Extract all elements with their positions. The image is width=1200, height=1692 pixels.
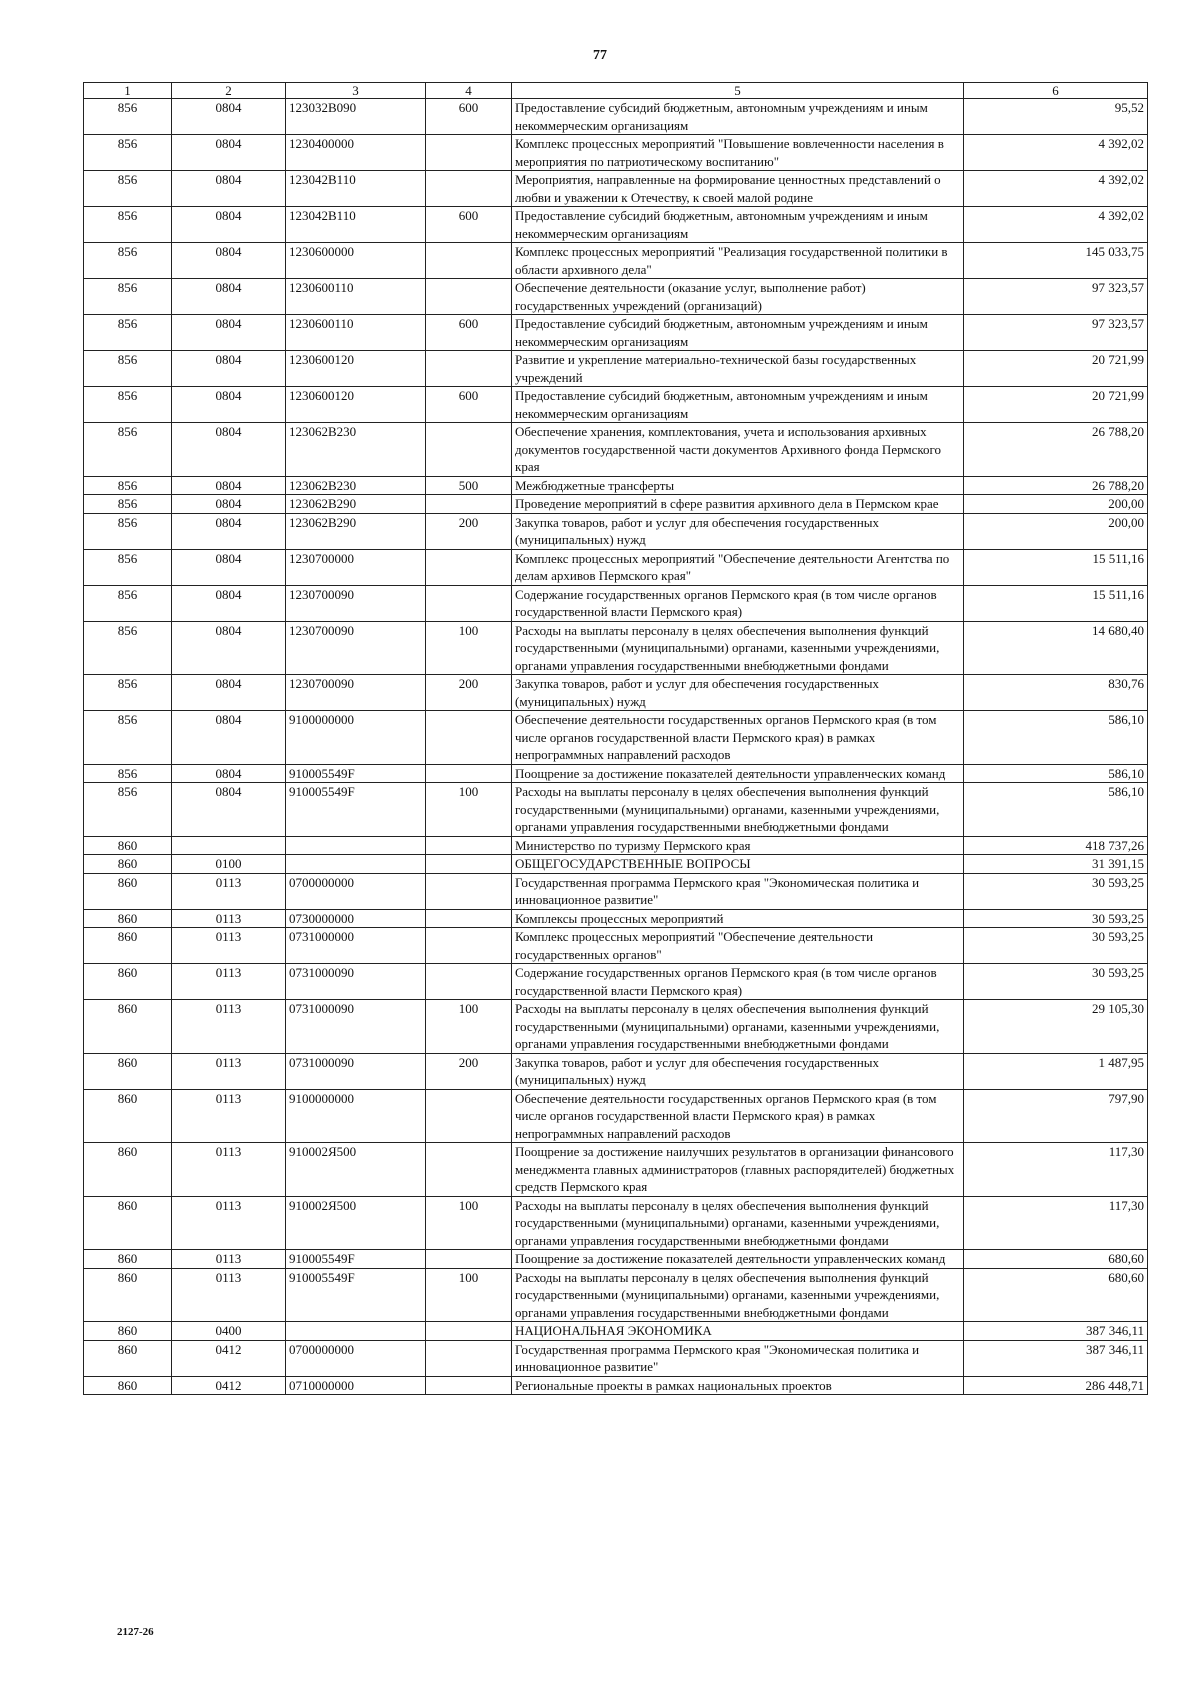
table-row: [84, 135, 1148, 171]
cell-admin-code: 856: [84, 675, 172, 711]
cell-expense-type-code: 200: [426, 1053, 512, 1089]
table-row: [84, 1322, 1148, 1341]
cell-expense-type-code: [426, 928, 512, 964]
cell-target-item-code: 123062В230: [286, 423, 426, 477]
cell-target-item-code: 1230600110: [286, 279, 426, 315]
cell-admin-code: 860: [84, 1340, 172, 1376]
table-row: [84, 476, 1148, 495]
cell-target-item-code: 1230600120: [286, 351, 426, 387]
cell-admin-code: 856: [84, 207, 172, 243]
cell-description: Комплекс процессных мероприятий "Повышение вовлеченности населения в мероприятия по патриотическому воспитанию": [512, 135, 964, 171]
cell-target-item-code: 123062В290: [286, 513, 426, 549]
table-row: [84, 1340, 1148, 1376]
cell-admin-code: 856: [84, 549, 172, 585]
cell-admin-code: 856: [84, 783, 172, 837]
cell-expense-type-code: [426, 964, 512, 1000]
cell-section-code: 0804: [172, 711, 286, 765]
cell-description: Обеспечение деятельности (оказание услуг, выполнение работ) государственных учреждений (организаций): [512, 279, 964, 315]
cell-section-code: 0113: [172, 1196, 286, 1250]
cell-description: Проведение мероприятий в сфере развития архивного дела в Пермском крае: [512, 495, 964, 514]
cell-section-code: 0100: [172, 855, 286, 874]
cell-description: Закупка товаров, работ и услуг для обеспечения государственных (муниципальных) нужд: [512, 675, 964, 711]
cell-admin-code: 860: [84, 836, 172, 855]
cell-expense-type-code: 200: [426, 675, 512, 711]
cell-target-item-code: 910002Я500: [286, 1196, 426, 1250]
table-header-row: [84, 83, 1148, 99]
cell-target-item-code: 1230700000: [286, 549, 426, 585]
cell-expense-type-code: [426, 171, 512, 207]
cell-target-item-code: 0731000090: [286, 1053, 426, 1089]
cell-section-code: 0400: [172, 1322, 286, 1341]
cell-target-item-code: 123062В230: [286, 476, 426, 495]
cell-target-item-code: 9100000000: [286, 1089, 426, 1143]
cell-description: Поощрение за достижение наилучших результатов в организации финансового менеджмента главных администраторов (главных распорядителей) бюджетных средств Пермского края: [512, 1143, 964, 1197]
table-row: [84, 1000, 1148, 1054]
cell-description: Комплексы процессных мероприятий: [512, 909, 964, 928]
table-row: [84, 99, 1148, 135]
cell-target-item-code: 1230700090: [286, 585, 426, 621]
cell-section-code: 0412: [172, 1340, 286, 1376]
table-row: [84, 1089, 1148, 1143]
cell-admin-code: 860: [84, 1322, 172, 1341]
cell-amount: 15 511,16: [964, 585, 1148, 621]
cell-description: Предоставление субсидий бюджетным, автономным учреждениям и иным некоммерческим организациям: [512, 315, 964, 351]
cell-section-code: 0113: [172, 909, 286, 928]
cell-admin-code: 856: [84, 495, 172, 514]
cell-target-item-code: 910002Я500: [286, 1143, 426, 1197]
cell-section-code: [172, 836, 286, 855]
cell-section-code: 0804: [172, 207, 286, 243]
cell-expense-type-code: [426, 549, 512, 585]
cell-admin-code: 856: [84, 513, 172, 549]
cell-amount: 30 593,25: [964, 909, 1148, 928]
cell-section-code: 0804: [172, 783, 286, 837]
cell-target-item-code: 0710000000: [286, 1376, 426, 1395]
cell-expense-type-code: 200: [426, 513, 512, 549]
cell-target-item-code: 1230700090: [286, 675, 426, 711]
table-row: [84, 1250, 1148, 1269]
cell-admin-code: 856: [84, 171, 172, 207]
cell-target-item-code: [286, 1322, 426, 1341]
table-row: [84, 495, 1148, 514]
cell-section-code: 0113: [172, 1000, 286, 1054]
cell-amount: 14 680,40: [964, 621, 1148, 675]
cell-target-item-code: 123042В110: [286, 171, 426, 207]
cell-amount: 15 511,16: [964, 549, 1148, 585]
cell-amount: 286 448,71: [964, 1376, 1148, 1395]
cell-target-item-code: 0731000000: [286, 928, 426, 964]
cell-expense-type-code: [426, 873, 512, 909]
cell-expense-type-code: [426, 351, 512, 387]
cell-description: НАЦИОНАЛЬНАЯ ЭКОНОМИКА: [512, 1322, 964, 1341]
table-row: [84, 783, 1148, 837]
cell-admin-code: 856: [84, 764, 172, 783]
cell-description: Развитие и укрепление материально-технической базы государственных учреждений: [512, 351, 964, 387]
cell-amount: 200,00: [964, 495, 1148, 514]
table-row: [84, 315, 1148, 351]
cell-amount: 20 721,99: [964, 351, 1148, 387]
cell-admin-code: 860: [84, 1250, 172, 1269]
cell-section-code: 0804: [172, 387, 286, 423]
table-row: [84, 836, 1148, 855]
cell-description: Государственная программа Пермского края "Экономическая политика и инновационное развитие": [512, 1340, 964, 1376]
cell-expense-type-code: [426, 1340, 512, 1376]
cell-expense-type-code: [426, 135, 512, 171]
cell-section-code: 0113: [172, 964, 286, 1000]
table-row: [84, 351, 1148, 387]
cell-description: Комплекс процессных мероприятий "Обеспечение деятельности Агентства по делам архивов Пермского края": [512, 549, 964, 585]
cell-description: Комплекс процессных мероприятий "Реализация государственной политики в области архивного дела": [512, 243, 964, 279]
cell-section-code: 0804: [172, 99, 286, 135]
cell-section-code: 0113: [172, 1268, 286, 1322]
table-row: [84, 1268, 1148, 1322]
cell-target-item-code: 1230700090: [286, 621, 426, 675]
table-row: [84, 387, 1148, 423]
cell-target-item-code: [286, 836, 426, 855]
cell-description: Расходы на выплаты персоналу в целях обеспечения выполнения функций государственными (муниципальными) органами, казенными учреждениями, органами управления государственными внебюджетными фондами: [512, 1268, 964, 1322]
cell-target-item-code: 0730000000: [286, 909, 426, 928]
cell-description: Предоставление субсидий бюджетным, автономным учреждениям и иным некоммерческим организациям: [512, 99, 964, 135]
cell-amount: 26 788,20: [964, 423, 1148, 477]
cell-amount: 97 323,57: [964, 279, 1148, 315]
table-row: [84, 928, 1148, 964]
cell-description: Предоставление субсидий бюджетным, автономным учреждениям и иным некоммерческим организациям: [512, 207, 964, 243]
table-row: [84, 549, 1148, 585]
cell-expense-type-code: [426, 1322, 512, 1341]
table-row: [84, 764, 1148, 783]
table-row: [84, 207, 1148, 243]
cell-description: Содержание государственных органов Пермского края (в том числе органов государственной власти Пермского края): [512, 964, 964, 1000]
cell-target-item-code: [286, 855, 426, 874]
cell-admin-code: 856: [84, 99, 172, 135]
cell-section-code: 0804: [172, 675, 286, 711]
cell-target-item-code: 0700000000: [286, 873, 426, 909]
cell-admin-code: 860: [84, 1376, 172, 1395]
cell-amount: 30 593,25: [964, 928, 1148, 964]
cell-description: Обеспечение хранения, комплектования, учета и использования архивных документов государственной части документов Архивного фонда Пермского края: [512, 423, 964, 477]
cell-admin-code: 860: [84, 964, 172, 1000]
cell-amount: 30 593,25: [964, 873, 1148, 909]
cell-expense-type-code: 600: [426, 387, 512, 423]
cell-section-code: 0804: [172, 585, 286, 621]
cell-description: Межбюджетные трансферты: [512, 476, 964, 495]
cell-amount: 4 392,02: [964, 135, 1148, 171]
cell-description: Комплекс процессных мероприятий "Обеспечение деятельности государственных органов": [512, 928, 964, 964]
cell-admin-code: 860: [84, 1089, 172, 1143]
cell-target-item-code: 910005549F: [286, 783, 426, 837]
cell-description: Закупка товаров, работ и услуг для обеспечения государственных (муниципальных) нужд: [512, 1053, 964, 1089]
cell-expense-type-code: 100: [426, 1000, 512, 1054]
cell-target-item-code: 123062В290: [286, 495, 426, 514]
cell-expense-type-code: 500: [426, 476, 512, 495]
header-cell: 2: [172, 83, 286, 99]
cell-admin-code: 860: [84, 1268, 172, 1322]
cell-target-item-code: 1230400000: [286, 135, 426, 171]
cell-amount: 4 392,02: [964, 171, 1148, 207]
cell-description: Расходы на выплаты персоналу в целях обеспечения выполнения функций государственными (муниципальными) органами, казенными учреждениями, органами управления государственными внебюджетными фондами: [512, 621, 964, 675]
cell-expense-type-code: [426, 855, 512, 874]
table-row: [84, 711, 1148, 765]
cell-amount: 20 721,99: [964, 387, 1148, 423]
cell-expense-type-code: [426, 423, 512, 477]
table-row: [84, 279, 1148, 315]
cell-section-code: 0113: [172, 1053, 286, 1089]
cell-amount: 4 392,02: [964, 207, 1148, 243]
header-cell: 3: [286, 83, 426, 99]
cell-expense-type-code: [426, 243, 512, 279]
cell-admin-code: 856: [84, 585, 172, 621]
cell-expense-type-code: 100: [426, 783, 512, 837]
header-cell: 4: [426, 83, 512, 99]
cell-description: Поощрение за достижение показателей деятельности управленческих команд: [512, 1250, 964, 1269]
page-number: 77: [593, 48, 607, 63]
cell-description: Содержание государственных органов Пермского края (в том числе органов государственной власти Пермского края): [512, 585, 964, 621]
cell-section-code: 0804: [172, 621, 286, 675]
cell-amount: 117,30: [964, 1143, 1148, 1197]
cell-expense-type-code: 600: [426, 315, 512, 351]
cell-amount: 95,52: [964, 99, 1148, 135]
cell-admin-code: 856: [84, 135, 172, 171]
cell-expense-type-code: [426, 836, 512, 855]
cell-amount: 418 737,26: [964, 836, 1148, 855]
header-cell: 5: [512, 83, 964, 99]
cell-description: Обеспечение деятельности государственных органов Пермского края (в том числе органов государственной власти Пермского края) в рамках непрограммных направлений расходов: [512, 711, 964, 765]
cell-admin-code: 856: [84, 279, 172, 315]
cell-admin-code: 856: [84, 315, 172, 351]
table-row: [84, 171, 1148, 207]
table-row: [84, 1196, 1148, 1250]
cell-admin-code: 856: [84, 476, 172, 495]
cell-amount: 117,30: [964, 1196, 1148, 1250]
cell-section-code: 0804: [172, 351, 286, 387]
table-body: [84, 99, 1148, 1395]
table-row: [84, 873, 1148, 909]
cell-amount: 29 105,30: [964, 1000, 1148, 1054]
cell-admin-code: 860: [84, 909, 172, 928]
cell-target-item-code: 9100000000: [286, 711, 426, 765]
table-row: [84, 621, 1148, 675]
cell-section-code: 0804: [172, 315, 286, 351]
cell-expense-type-code: 100: [426, 621, 512, 675]
cell-amount: 797,90: [964, 1089, 1148, 1143]
table-row: [84, 1376, 1148, 1395]
cell-description: Расходы на выплаты персоналу в целях обеспечения выполнения функций государственными (муниципальными) органами, казенными учреждениями, органами управления государственными внебюджетными фондами: [512, 1000, 964, 1054]
cell-target-item-code: 910005549F: [286, 764, 426, 783]
cell-admin-code: 860: [84, 1053, 172, 1089]
cell-expense-type-code: [426, 279, 512, 315]
cell-admin-code: 860: [84, 855, 172, 874]
cell-admin-code: 856: [84, 351, 172, 387]
cell-amount: 680,60: [964, 1250, 1148, 1269]
cell-amount: 387 346,11: [964, 1340, 1148, 1376]
cell-amount: 31 391,15: [964, 855, 1148, 874]
cell-section-code: 0804: [172, 513, 286, 549]
cell-target-item-code: 0731000090: [286, 964, 426, 1000]
cell-admin-code: 856: [84, 621, 172, 675]
cell-expense-type-code: [426, 711, 512, 765]
cell-section-code: 0804: [172, 423, 286, 477]
cell-description: Обеспечение деятельности государственных органов Пермского края (в том числе органов государственной власти Пермского края) в рамках непрограммных направлений расходов: [512, 1089, 964, 1143]
cell-target-item-code: 1230600120: [286, 387, 426, 423]
cell-admin-code: 860: [84, 1143, 172, 1197]
cell-expense-type-code: 600: [426, 99, 512, 135]
cell-description: Поощрение за достижение показателей деятельности управленческих команд: [512, 764, 964, 783]
cell-description: ОБЩЕГОСУДАРСТВЕННЫЕ ВОПРОСЫ: [512, 855, 964, 874]
cell-target-item-code: 910005549F: [286, 1268, 426, 1322]
header-cell: 6: [964, 83, 1148, 99]
cell-amount: 830,76: [964, 675, 1148, 711]
cell-description: Государственная программа Пермского края "Экономическая политика и инновационное развитие": [512, 873, 964, 909]
cell-expense-type-code: [426, 585, 512, 621]
cell-description: Министерство по туризму Пермского края: [512, 836, 964, 855]
cell-admin-code: 860: [84, 873, 172, 909]
cell-amount: 97 323,57: [964, 315, 1148, 351]
cell-amount: 30 593,25: [964, 964, 1148, 1000]
cell-description: Предоставление субсидий бюджетным, автономным учреждениям и иным некоммерческим организациям: [512, 387, 964, 423]
cell-section-code: 0804: [172, 279, 286, 315]
cell-expense-type-code: [426, 1376, 512, 1395]
cell-amount: 1 487,95: [964, 1053, 1148, 1089]
table-row: [84, 1053, 1148, 1089]
table-row: [84, 243, 1148, 279]
cell-section-code: 0804: [172, 476, 286, 495]
cell-section-code: 0804: [172, 171, 286, 207]
cell-description: Региональные проекты в рамках национальных проектов: [512, 1376, 964, 1395]
cell-expense-type-code: [426, 1250, 512, 1269]
cell-description: Расходы на выплаты персоналу в целях обеспечения выполнения функций государственными (муниципальными) органами, казенными учреждениями, органами управления государственными внебюджетными фондами: [512, 1196, 964, 1250]
cell-amount: 586,10: [964, 711, 1148, 765]
cell-description: Закупка товаров, работ и услуг для обеспечения государственных (муниципальных) нужд: [512, 513, 964, 549]
cell-expense-type-code: 100: [426, 1196, 512, 1250]
cell-expense-type-code: [426, 1089, 512, 1143]
budget-table: [83, 82, 1148, 1395]
table-row: [84, 855, 1148, 874]
cell-amount: 680,60: [964, 1268, 1148, 1322]
cell-section-code: 0113: [172, 928, 286, 964]
cell-admin-code: 856: [84, 423, 172, 477]
cell-amount: 586,10: [964, 764, 1148, 783]
cell-amount: 387 346,11: [964, 1322, 1148, 1341]
cell-target-item-code: 0731000090: [286, 1000, 426, 1054]
cell-admin-code: 860: [84, 1196, 172, 1250]
cell-section-code: 0113: [172, 1250, 286, 1269]
cell-admin-code: 856: [84, 387, 172, 423]
cell-section-code: 0804: [172, 764, 286, 783]
table-row: [84, 513, 1148, 549]
cell-admin-code: 856: [84, 711, 172, 765]
cell-section-code: 0113: [172, 1143, 286, 1197]
cell-admin-code: 860: [84, 928, 172, 964]
cell-expense-type-code: [426, 909, 512, 928]
cell-amount: 26 788,20: [964, 476, 1148, 495]
cell-amount: 200,00: [964, 513, 1148, 549]
cell-section-code: 0412: [172, 1376, 286, 1395]
cell-section-code: 0804: [172, 243, 286, 279]
cell-section-code: 0113: [172, 1089, 286, 1143]
cell-expense-type-code: 100: [426, 1268, 512, 1322]
cell-admin-code: 860: [84, 1000, 172, 1054]
cell-amount: 586,10: [964, 783, 1148, 837]
cell-section-code: 0804: [172, 495, 286, 514]
cell-expense-type-code: [426, 764, 512, 783]
cell-amount: 145 033,75: [964, 243, 1148, 279]
cell-target-item-code: 123032В090: [286, 99, 426, 135]
cell-description: Мероприятия, направленные на формирование ценностных представлений о любви и уважении к Отечеству, к своей малой родине: [512, 171, 964, 207]
cell-section-code: 0804: [172, 549, 286, 585]
cell-admin-code: 856: [84, 243, 172, 279]
cell-target-item-code: 910005549F: [286, 1250, 426, 1269]
header-cell: 1: [84, 83, 172, 99]
footer-code: 2127-26: [117, 1626, 154, 1638]
table-row: [84, 964, 1148, 1000]
cell-expense-type-code: [426, 1143, 512, 1197]
cell-section-code: 0113: [172, 873, 286, 909]
cell-section-code: 0804: [172, 135, 286, 171]
table-row: [84, 585, 1148, 621]
table-row: [84, 909, 1148, 928]
cell-expense-type-code: 600: [426, 207, 512, 243]
cell-description: Расходы на выплаты персоналу в целях обеспечения выполнения функций государственными (муниципальными) органами, казенными учреждениями, органами управления государственными внебюджетными фондами: [512, 783, 964, 837]
cell-expense-type-code: [426, 495, 512, 514]
table-row: [84, 675, 1148, 711]
table-row: [84, 423, 1148, 477]
table-row: [84, 1143, 1148, 1197]
cell-target-item-code: 1230600000: [286, 243, 426, 279]
cell-target-item-code: 0700000000: [286, 1340, 426, 1376]
cell-target-item-code: 1230600110: [286, 315, 426, 351]
cell-target-item-code: 123042В110: [286, 207, 426, 243]
